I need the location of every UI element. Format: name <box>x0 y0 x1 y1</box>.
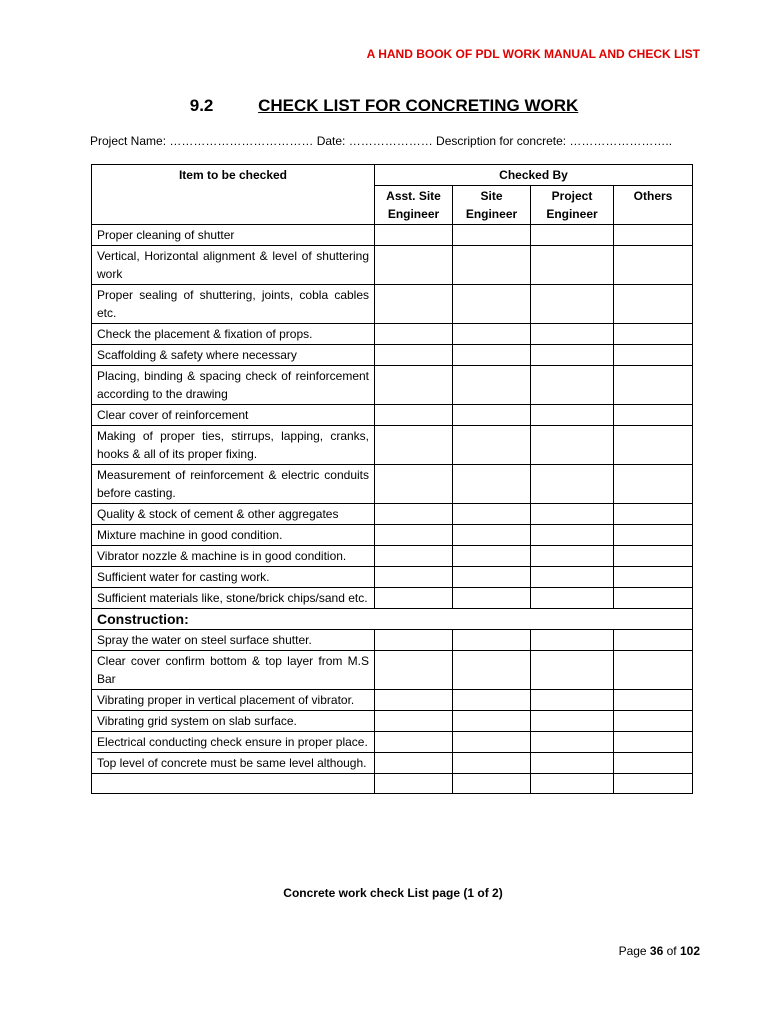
section-label-construction: Construction: <box>92 609 693 630</box>
header-item: Item to be checked <box>92 165 375 225</box>
check-others-cell[interactable] <box>614 324 693 345</box>
check-site-engineer-cell[interactable] <box>453 426 531 465</box>
check-others-cell[interactable] <box>614 345 693 366</box>
header-project-engineer: Project Engineer <box>531 186 614 225</box>
check-site-engineer-cell[interactable] <box>453 504 531 525</box>
check-project-engineer-cell[interactable] <box>531 732 614 753</box>
check-asst-site-engineer-cell[interactable] <box>375 651 453 690</box>
checklist-item: Proper sealing of shuttering, joints, cobla cables etc. <box>92 285 375 324</box>
check-asst-site-engineer-cell[interactable] <box>375 246 453 285</box>
check-asst-site-engineer-cell[interactable] <box>375 567 453 588</box>
check-asst-site-engineer-cell[interactable] <box>375 426 453 465</box>
check-site-engineer-cell[interactable] <box>453 651 531 690</box>
table-row <box>92 690 693 711</box>
checklist-body-after <box>92 630 693 774</box>
check-site-engineer-cell[interactable] <box>453 405 531 426</box>
table-row <box>92 525 693 546</box>
table-row <box>92 630 693 651</box>
table-row <box>92 504 693 525</box>
table-row <box>92 225 693 246</box>
check-others-cell[interactable] <box>614 711 693 732</box>
table-row <box>92 753 693 774</box>
check-others-cell[interactable] <box>614 504 693 525</box>
table-row <box>92 366 693 405</box>
blank-cell <box>614 774 693 794</box>
check-asst-site-engineer-cell[interactable] <box>375 285 453 324</box>
check-asst-site-engineer-cell[interactable] <box>375 405 453 426</box>
page-number <box>619 944 700 958</box>
check-others-cell[interactable] <box>614 366 693 405</box>
check-others-cell[interactable] <box>614 753 693 774</box>
check-project-engineer-cell[interactable] <box>531 465 614 504</box>
check-site-engineer-cell[interactable] <box>453 285 531 324</box>
check-project-engineer-cell[interactable] <box>531 504 614 525</box>
page-prefix: Page <box>618 944 650 958</box>
header-others: Others <box>614 186 693 225</box>
check-asst-site-engineer-cell[interactable] <box>375 753 453 774</box>
project-meta-line: Project Name: ……………………………… Date: ………………… Description for concrete: …………………….. <box>90 134 673 148</box>
checklist-item: Electrical conducting check ensure in proper place. <box>92 732 375 753</box>
check-project-engineer-cell[interactable] <box>531 405 614 426</box>
check-others-cell[interactable] <box>614 546 693 567</box>
check-project-engineer-cell[interactable] <box>531 753 614 774</box>
checklist-body-before <box>92 225 693 609</box>
checklist-table <box>91 164 693 794</box>
check-project-engineer-cell[interactable] <box>531 651 614 690</box>
section-title: CHECK LIST FOR CONCRETING WORK <box>258 96 579 115</box>
check-site-engineer-cell[interactable] <box>453 345 531 366</box>
check-site-engineer-cell[interactable] <box>453 246 531 285</box>
check-others-cell[interactable] <box>614 405 693 426</box>
check-others-cell[interactable] <box>614 690 693 711</box>
table-row <box>92 246 693 285</box>
check-asst-site-engineer-cell[interactable] <box>375 630 453 651</box>
check-site-engineer-cell[interactable] <box>453 711 531 732</box>
check-site-engineer-cell[interactable] <box>453 630 531 651</box>
section-number: 9.2 <box>189 96 214 115</box>
checklist-item: Top level of concrete must be same level although. <box>92 753 375 774</box>
blank-cell <box>531 774 614 794</box>
checklist-item: Check the placement & fixation of props. <box>92 324 375 345</box>
check-asst-site-engineer-cell[interactable] <box>375 711 453 732</box>
check-others-cell[interactable] <box>614 525 693 546</box>
checklist-item: Scaffolding & safety where necessary <box>92 345 375 366</box>
check-asst-site-engineer-cell[interactable] <box>375 588 453 609</box>
table-row <box>92 345 693 366</box>
check-others-cell[interactable] <box>614 465 693 504</box>
check-project-engineer-cell[interactable] <box>531 711 614 732</box>
check-site-engineer-cell[interactable] <box>453 225 531 246</box>
table-row <box>92 324 693 345</box>
header-row-top <box>92 165 693 186</box>
check-asst-site-engineer-cell[interactable] <box>375 525 453 546</box>
check-site-engineer-cell[interactable] <box>453 588 531 609</box>
check-others-cell[interactable] <box>614 630 693 651</box>
check-others-cell[interactable] <box>614 225 693 246</box>
blank-cell <box>375 774 453 794</box>
check-site-engineer-cell[interactable] <box>453 753 531 774</box>
check-project-engineer-cell[interactable] <box>531 630 614 651</box>
check-asst-site-engineer-cell[interactable] <box>375 366 453 405</box>
checklist-item: Vibrating proper in vertical placement of vibrator. <box>92 690 375 711</box>
check-project-engineer-cell[interactable] <box>531 588 614 609</box>
table-row <box>92 426 693 465</box>
check-others-cell[interactable] <box>614 426 693 465</box>
table-row-blank <box>92 774 693 794</box>
checklist-item: Measurement of reinforcement & electric conduits before casting. <box>92 465 375 504</box>
table-row <box>92 546 693 567</box>
header-checked-by: Checked By <box>375 165 693 186</box>
check-site-engineer-cell[interactable] <box>453 366 531 405</box>
check-site-engineer-cell[interactable] <box>453 546 531 567</box>
check-project-engineer-cell[interactable] <box>531 567 614 588</box>
check-project-engineer-cell[interactable] <box>531 246 614 285</box>
checklist-item: Quality & stock of cement & other aggregates <box>92 504 375 525</box>
running-header: A HAND BOOK OF PDL WORK MANUAL AND CHECK LIST <box>366 47 700 61</box>
checklist-item: Spray the water on steel surface shutter. <box>92 630 375 651</box>
checklist-item: Vertical, Horizontal alignment & level of shuttering work <box>92 246 375 285</box>
check-project-engineer-cell[interactable] <box>531 345 614 366</box>
check-project-engineer-cell[interactable] <box>531 285 614 324</box>
checklist-item: Clear cover confirm bottom & top layer from M.S Bar <box>92 651 375 690</box>
check-asst-site-engineer-cell[interactable] <box>375 546 453 567</box>
checklist-item: Proper cleaning of shutter <box>92 225 375 246</box>
check-project-engineer-cell[interactable] <box>531 690 614 711</box>
page-title <box>0 96 768 116</box>
blank-cell <box>92 774 375 794</box>
section-row <box>92 609 693 630</box>
check-asst-site-engineer-cell[interactable] <box>375 345 453 366</box>
check-site-engineer-cell[interactable] <box>453 465 531 504</box>
checklist-item: Making of proper ties, stirrups, lapping, cranks, hooks & all of its proper fixing. <box>92 426 375 465</box>
check-project-engineer-cell[interactable] <box>531 525 614 546</box>
check-asst-site-engineer-cell[interactable] <box>375 465 453 504</box>
header-site-engineer: Site Engineer <box>453 186 531 225</box>
check-site-engineer-cell[interactable] <box>453 324 531 345</box>
table-row <box>92 711 693 732</box>
check-site-engineer-cell[interactable] <box>453 690 531 711</box>
checklist-item: Placing, binding & spacing check of reinforcement according to the drawing <box>92 366 375 405</box>
construction-section <box>92 609 693 630</box>
table-row <box>92 651 693 690</box>
checklist-item: Clear cover of reinforcement <box>92 405 375 426</box>
page-of: of <box>663 944 680 958</box>
check-project-engineer-cell[interactable] <box>531 546 614 567</box>
check-asst-site-engineer-cell[interactable] <box>375 690 453 711</box>
check-others-cell[interactable] <box>614 588 693 609</box>
checklist-item: Sufficient materials like, stone/brick chips/sand etc. <box>92 588 375 609</box>
checklist-item: Vibrator nozzle & machine is in good condition. <box>92 546 375 567</box>
check-others-cell[interactable] <box>614 732 693 753</box>
check-others-cell[interactable] <box>614 285 693 324</box>
page-total: 102 <box>679 944 700 958</box>
check-asst-site-engineer-cell[interactable] <box>375 732 453 753</box>
check-project-engineer-cell[interactable] <box>531 324 614 345</box>
check-site-engineer-cell[interactable] <box>453 732 531 753</box>
check-site-engineer-cell[interactable] <box>453 567 531 588</box>
table-row <box>92 567 693 588</box>
checklist-item: Sufficient water for casting work. <box>92 567 375 588</box>
checklist-item: Vibrating grid system on slab surface. <box>92 711 375 732</box>
blank-cell <box>453 774 531 794</box>
check-others-cell[interactable] <box>614 246 693 285</box>
check-project-engineer-cell[interactable] <box>531 225 614 246</box>
checklist-item: Mixture machine in good condition. <box>92 525 375 546</box>
check-asst-site-engineer-cell[interactable] <box>375 504 453 525</box>
check-others-cell[interactable] <box>614 651 693 690</box>
table-row <box>92 588 693 609</box>
table-row <box>92 732 693 753</box>
check-site-engineer-cell[interactable] <box>453 525 531 546</box>
check-asst-site-engineer-cell[interactable] <box>375 324 453 345</box>
page-current: 36 <box>649 944 664 958</box>
check-asst-site-engineer-cell[interactable] <box>375 225 453 246</box>
check-others-cell[interactable] <box>614 567 693 588</box>
table-row <box>92 405 693 426</box>
header-asst-site-engineer: Asst. Site Engineer <box>375 186 453 225</box>
table-row <box>92 285 693 324</box>
table-caption: Concrete work check List page (1 of 2) <box>283 886 503 900</box>
table-row <box>92 465 693 504</box>
check-project-engineer-cell[interactable] <box>531 366 614 405</box>
check-project-engineer-cell[interactable] <box>531 426 614 465</box>
